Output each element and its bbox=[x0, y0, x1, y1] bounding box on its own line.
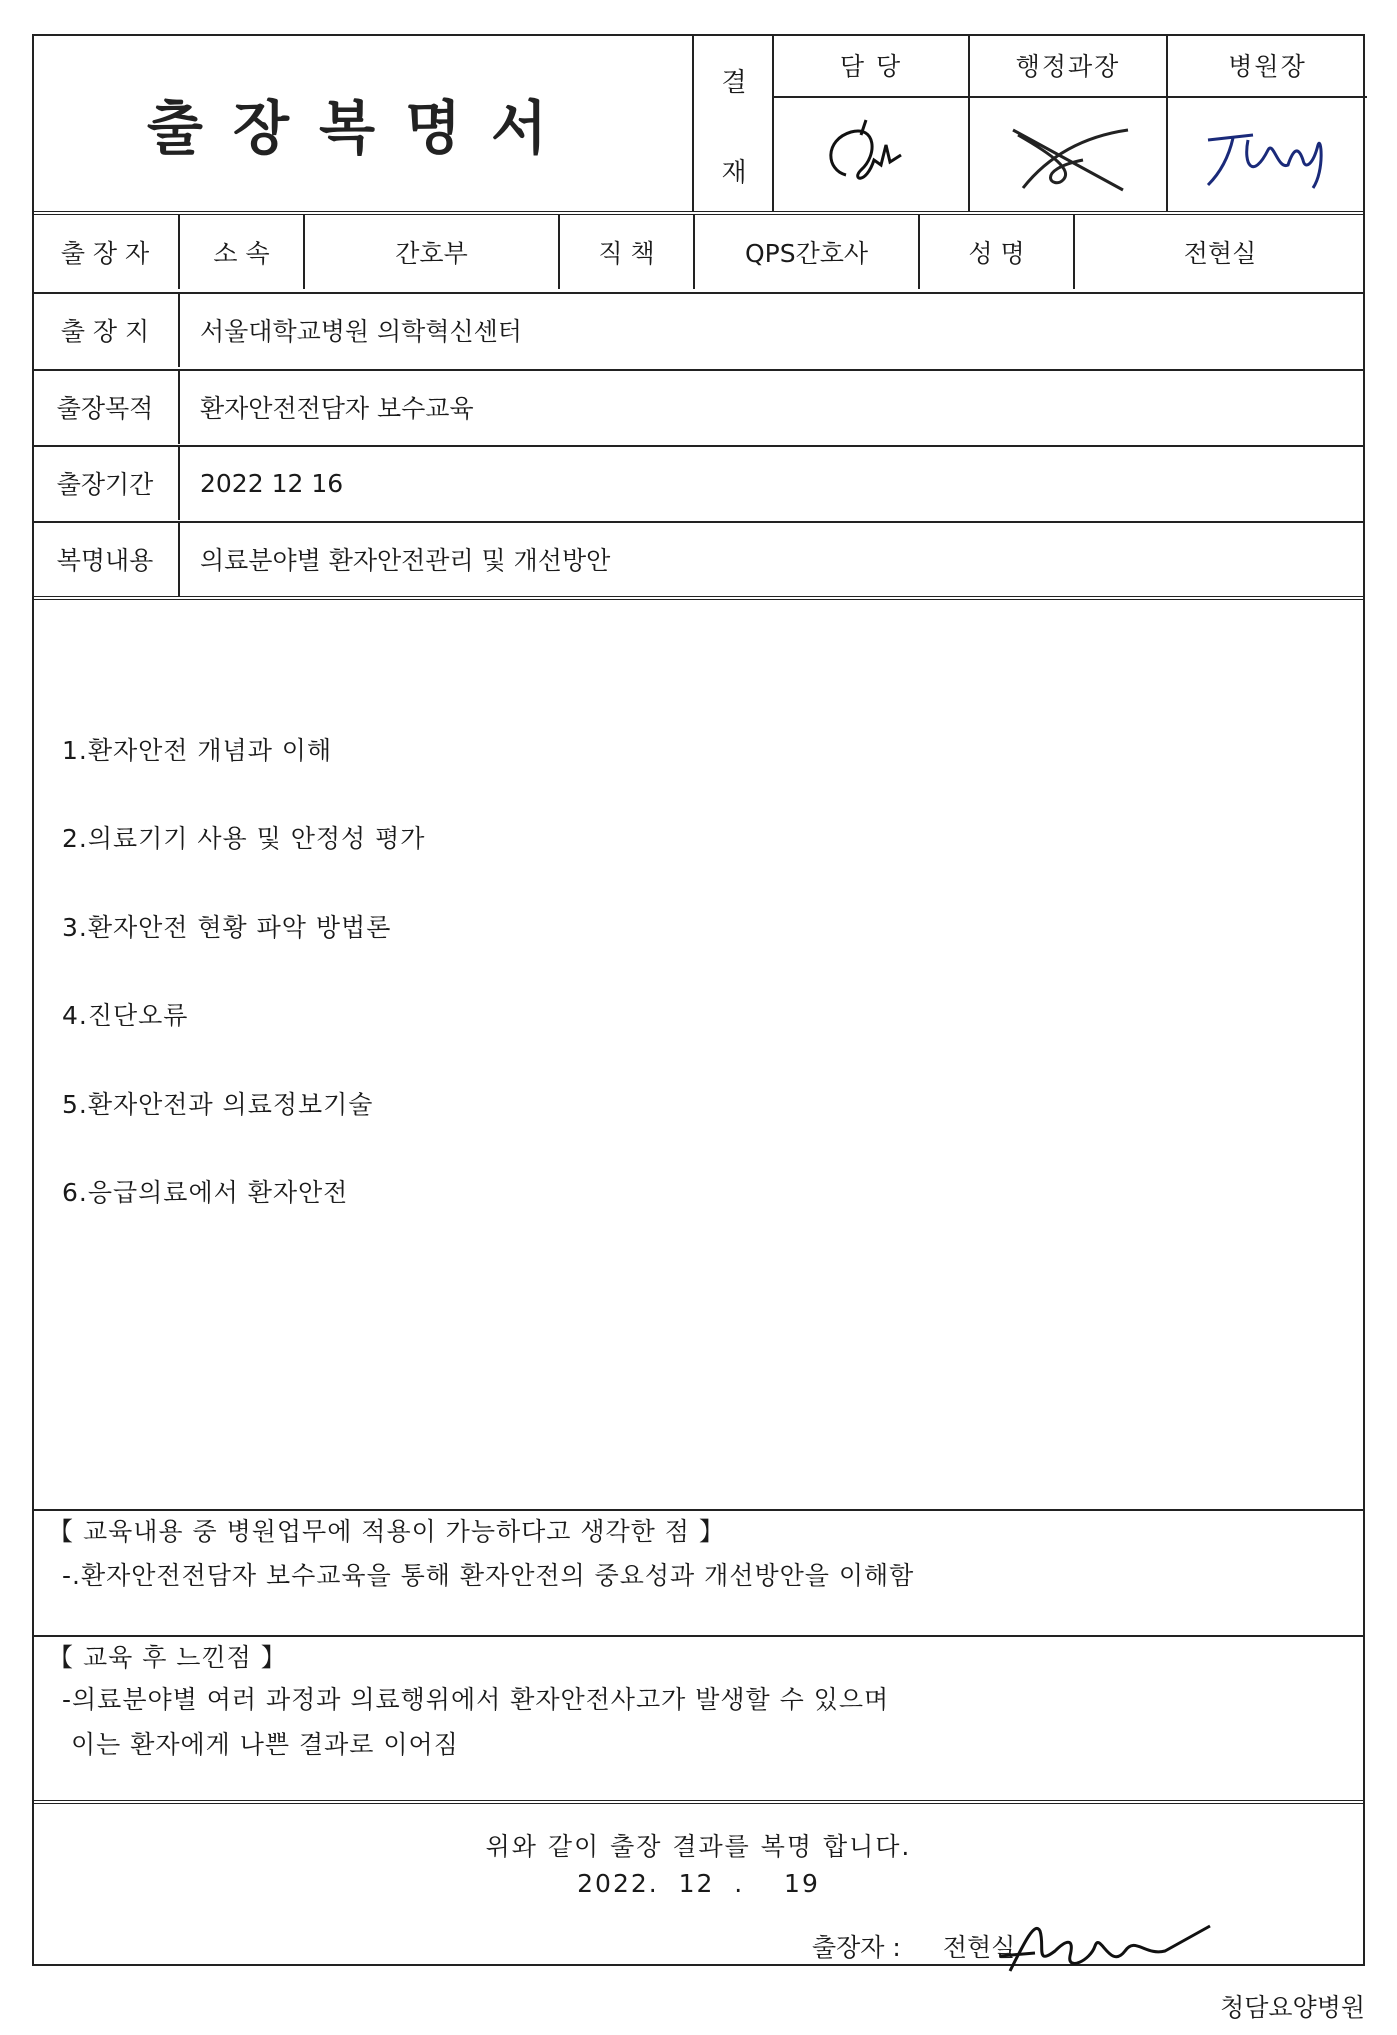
period-label: 출장기간 bbox=[32, 446, 180, 520]
approver-role: 담 당 bbox=[774, 34, 968, 98]
place-row bbox=[32, 293, 1365, 367]
place-label: 출 장 지 bbox=[32, 293, 180, 367]
list-item: 2.의료기기 사용 및 안정성 평가 bbox=[62, 824, 426, 853]
impressions-divider bbox=[32, 1635, 1365, 1637]
signature-director bbox=[1168, 98, 1367, 212]
approver-role: 행정과장 bbox=[970, 34, 1166, 98]
dept-value: 간호부 bbox=[305, 215, 560, 289]
approver-manager bbox=[774, 34, 970, 212]
closing-statement: 위와 같이 출장 결과를 복명 합니다. bbox=[485, 1832, 912, 1861]
organization-name: 청담요양병원 bbox=[1220, 1993, 1365, 2022]
approver-admin bbox=[970, 34, 1168, 212]
signature-admin bbox=[970, 98, 1166, 212]
approval-mark-bottom: 재 bbox=[721, 158, 747, 188]
closing-divider bbox=[32, 1800, 1365, 1804]
list-item: 1.환자안전 개념과 이해 bbox=[62, 736, 333, 765]
position-value: QPS간호사 bbox=[695, 215, 920, 289]
applicable-line: -.환자안전전담자 보수교육을 통해 환자안전의 중요성과 개선방안을 이해함 bbox=[62, 1561, 915, 1590]
list-item: 5.환자안전과 의료정보기술 bbox=[62, 1090, 374, 1119]
approval-mark bbox=[694, 34, 774, 212]
name-label: 성 명 bbox=[920, 215, 1075, 289]
traveler-label: 출 장 자 bbox=[32, 215, 180, 289]
signer-name: 전현실 bbox=[942, 1933, 1016, 1962]
purpose-row bbox=[32, 370, 1365, 444]
list-item: 4.진단오류 bbox=[62, 1001, 189, 1030]
purpose-value: 환자안전전담자 보수교육 bbox=[200, 394, 474, 423]
impressions-line: -의료분야별 여러 과정과 의료행위에서 환자안전사고가 발생할 수 있으며 bbox=[62, 1685, 890, 1714]
period-value: 2022 12 16 bbox=[200, 468, 344, 498]
approval-box bbox=[692, 34, 1365, 212]
approver-director bbox=[1168, 34, 1367, 212]
list-item: 3.환자안전 현황 파악 방법론 bbox=[62, 913, 392, 942]
signer bbox=[812, 1911, 1225, 1981]
content-row bbox=[32, 522, 1365, 596]
signer-signature bbox=[995, 1911, 1225, 1981]
signer-label: 출장자 : bbox=[812, 1933, 901, 1962]
content-value: 의료분야별 환자안전관리 및 개선방안 bbox=[200, 546, 611, 575]
position-label: 직 책 bbox=[560, 215, 695, 289]
period-row bbox=[32, 446, 1365, 520]
document-title: 출장복명서 bbox=[146, 94, 578, 162]
place-value: 서울대학교병원 의학혁신센터 bbox=[200, 317, 522, 346]
purpose-label: 출장목적 bbox=[32, 370, 180, 444]
approver-role: 병원장 bbox=[1168, 34, 1367, 98]
signature-manager bbox=[774, 98, 968, 212]
applicable-divider bbox=[32, 1509, 1365, 1511]
content-divider bbox=[32, 596, 1365, 600]
dept-label: 소 속 bbox=[180, 215, 305, 289]
impressions-heading: 【 교육 후 느낀점 】 bbox=[48, 1643, 287, 1672]
closing-date: 2022. 12 . 19 bbox=[577, 1869, 820, 1898]
list-item: 6.응급의료에서 환자안전 bbox=[62, 1178, 349, 1207]
content-label: 복명내용 bbox=[32, 522, 180, 596]
applicable-heading: 【 교육내용 중 병원업무에 적용이 가능하다고 생각한 점 】 bbox=[48, 1517, 725, 1546]
impressions-line: 이는 환자에게 나쁜 결과로 이어짐 bbox=[62, 1730, 459, 1759]
traveler-row bbox=[32, 215, 1365, 289]
name-value: 전현실 bbox=[1183, 239, 1257, 268]
approval-mark-top: 결 bbox=[721, 68, 747, 98]
